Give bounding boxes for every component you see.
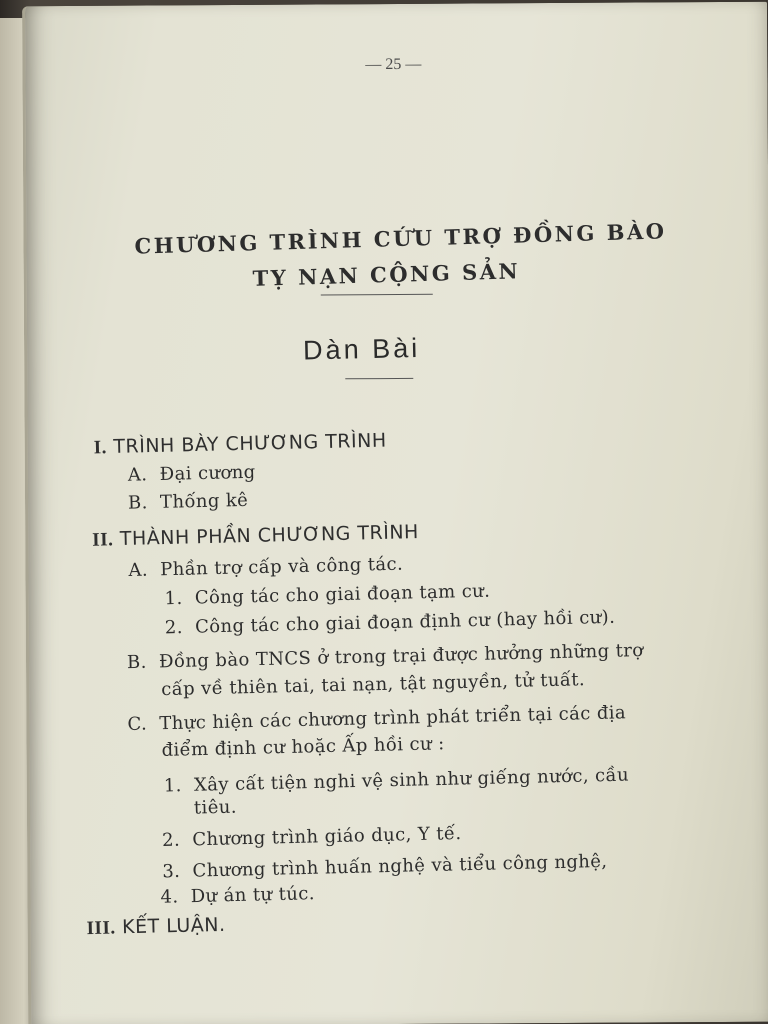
- section-1-item-a: [128, 462, 256, 486]
- title-underline: [321, 294, 433, 296]
- section-2-number: II.: [92, 529, 114, 551]
- section-1-item-b: [128, 490, 249, 514]
- section-2-item-c-continuation: điểm định cư hoặc Ấp hồi cư :: [161, 733, 445, 761]
- item-text-line-1: Đồng bào TNCS ở trong trại được hưởng những trợ: [158, 639, 644, 673]
- book-page: [22, 2, 768, 1024]
- section-2-item-c-4: [160, 883, 315, 908]
- item-marker: 1.: [164, 587, 183, 610]
- item-marker: B.: [126, 651, 148, 674]
- section-2-heading: [92, 521, 419, 552]
- section-3-title: KẾT LUẬN.: [121, 913, 226, 939]
- section-2-item-a-1: [164, 581, 490, 610]
- section-1-number: I.: [93, 437, 108, 459]
- item-marker: 3.: [162, 860, 181, 883]
- item-text: Chương trình giáo dục, Y tế.: [192, 822, 462, 851]
- item-text: Phần trợ cấp và công tác.: [160, 553, 404, 581]
- section-2-item-a-2: [165, 607, 616, 639]
- item-marker: A.: [127, 464, 148, 486]
- outline-heading: Dàn Bài: [302, 332, 421, 366]
- item-text: Đại cương: [159, 461, 256, 486]
- section-2-item-c-2: [162, 823, 462, 851]
- item-text-line-1: Xây cất tiện nghi vệ sinh như giếng nước, cầu: [193, 764, 630, 796]
- item-text-line-1: Thực hiện các chương trình phát triển tại các địa: [159, 702, 627, 735]
- outline-heading-underline: [345, 378, 413, 379]
- item-marker: C.: [127, 713, 148, 735]
- section-1-title: TRÌNH BÀY CHƯƠNG TRÌNH: [113, 429, 387, 458]
- section-1-heading: [93, 430, 386, 460]
- item-marker: 4.: [160, 886, 179, 908]
- item-text: Công tác cho giai đoạn định cư (hay hồi cư).: [194, 606, 616, 638]
- item-text: Công tác cho giai đoạn tạm cư.: [194, 580, 491, 609]
- page-title-line-1: CHƯƠNG TRÌNH CỨU TRỢ ĐỒNG BÀO: [134, 218, 667, 259]
- item-text: Thống kê: [159, 489, 249, 513]
- section-2-item-c-3: [162, 851, 608, 882]
- item-marker: 1.: [163, 775, 183, 797]
- section-3-number: III.: [86, 917, 116, 940]
- section-2-item-c-1-continuation: tiêu.: [193, 796, 238, 819]
- section-2-item-c-1: [164, 765, 630, 797]
- section-3-heading: [86, 914, 225, 940]
- page-title-line-2: TỴ NẠN CỘNG SẢN: [252, 258, 521, 291]
- item-text: Dự án tự túc.: [190, 883, 316, 908]
- item-marker: 2.: [161, 829, 181, 852]
- section-2-title: THÀNH PHẦN CHƯƠNG TRÌNH: [119, 521, 420, 551]
- item-text: Chương trình huấn nghệ và tiểu công nghệ,: [192, 850, 608, 882]
- item-marker: A.: [128, 559, 149, 582]
- section-2-item-a: [128, 554, 403, 581]
- section-2-item-b: [127, 640, 644, 673]
- item-marker: B.: [127, 492, 149, 514]
- page-number: — 25 —: [365, 55, 422, 74]
- item-marker: 2.: [164, 616, 184, 639]
- section-2-item-c: [127, 702, 626, 735]
- section-2-item-b-continuation: cấp về thiên tai, tai nạn, tật nguyền, tử tuất.: [160, 669, 586, 701]
